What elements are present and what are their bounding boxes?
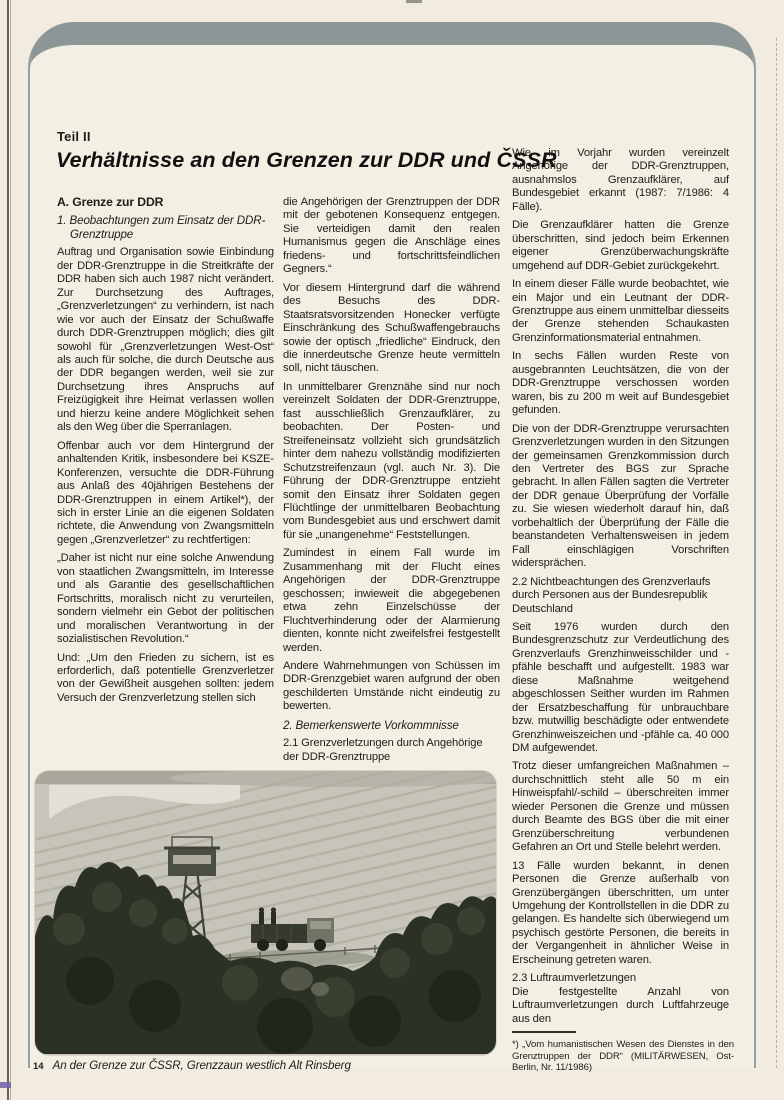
section-a-heading: A. Grenze zur DDR [57, 196, 164, 209]
section-1-heading: 1. Beobachtungen zum Einsatz der DDR-Grenztruppe [57, 214, 266, 241]
part-label: Teil II [57, 129, 91, 144]
paragraph: In sechs Fällen wurden Reste von ausgebrannten Leuchtsätzen, die von der DDR-Grenztruppe verschossen worden waren, bis zu 200 m weit auf Bundesgebiet gefunden. [512, 350, 729, 417]
paragraph: Vor diesem Hintergrund darf die während des Besuchs des DDR-Staatsratsvorsitzenden Honecker verfügte Einschränkung des Schußwaffengebrauchs sowie der optisch „friedliche“ Eindruck, den die innerdeutsche Grenze heute vermitteln soll, nicht täuschen. [283, 281, 500, 375]
paragraph: Die Grenzaufklärer hatten die Grenze überschritten, sind jedoch beim Erkennen eigener Grenzüberwachungskräfte umgehend auf DDR-Gebiet zurückgekehrt. [512, 219, 729, 272]
section-2-3-heading: 2.3 Luftraumverletzungen [512, 972, 636, 985]
paragraph: In einem dieser Fälle wurde beobachtet, wie ein Major und ein Leutnant der DDR-Grenztruppe aus einem unmittelbar diesseits der Grenze stehenden Schaukasten Grenzinformationsmaterial entnahmen. [512, 278, 729, 344]
footnote-rule [512, 1031, 576, 1033]
section-2-2-heading: 2.2 Nichtbeachtungen des Grenzverlaufs durch Personen aus der Bundesrepublik Deutschland [512, 575, 711, 615]
photo-caption-row [33, 1059, 503, 1072]
paragraph: 13 Fälle wurden bekannt, in denen Personen die Grenze außerhalb von Grenzübergängen überschritten, um unter Umgehung der Kontrollstellen in die DDR zu gelangen. Es handelte sich überwiegend um psychisch gestörte Personen, die bereits in der Vergangenheit in ähnlicher Weise in Erscheinung getreten waren. [512, 859, 729, 966]
column-2 [283, 196, 500, 770]
column-3 [512, 147, 729, 1029]
paragraph: Die festgestellte Anzahl von Luftraumverletzungen durch Luftfahrzeuge aus den [512, 985, 729, 1025]
page-number: 14 [33, 1061, 44, 1072]
border-photo [35, 771, 496, 1055]
paragraph: Die von der DDR-Grenztruppe verursachten Grenzverletzungen wurden in den Sitzungen der gemeinsamen Grenzkommission durch den Vertreter des BGS zur Sprache gebracht. In allen Fällen sagten die Vertreter der DDR genaue Überprüfung der Vorfälle zu. Sie wiesen wiederholt darauf hin, daß vorbehaltlich der Überprüfung der Fälle die beanstandeten Verhaltensweisen in jedem Fall einschlägigen Vorschriften widersprächen. [512, 422, 729, 570]
paragraph: Offenbar auch vor dem Hintergrund der anhaltenden Kritik, insbesondere bei KSZE-Konferenzen, versuchte die DDR-Führung aus Anlaß des 40jährigen Bestehens der DDR-Grenztruppen in einem Artikel*), der sich in erster Linie an die eigenen Soldaten richtete, die Anwendung von Zwangsmitteln gegen „Grenzverletzer“ zu rechtfertigen: [57, 439, 274, 546]
page-title: Verhältnisse an den Grenzen zur DDR und ČSSR [56, 148, 557, 172]
footnote-text: *) „Vom humanistischen Wesen des Dienstes in den Grenztruppen der DDR“ (MILITÄRWESEN, Ost-Berlin, Nr. 11/1986) [512, 1039, 734, 1074]
column-1 [57, 196, 274, 770]
paragraph: Und: „Um den Frieden zu sichern, ist es erforderlich, daß potentielle Grenzverletzer von der Gewißheit ausgehen sollten: jedem Versuch der Grenzverletzung stellen sich [57, 651, 274, 704]
scan-edge-line-light [10, 0, 11, 1100]
scan-edge-line [7, 0, 9, 1100]
footnote-block [512, 1031, 734, 1074]
section-2-heading: 2. Bemerkenswerte Vorkommnisse [283, 718, 459, 732]
paragraph: In unmittelbarer Grenznähe sind nur noch vereinzelt Soldaten der DDR-Grenztruppe, fast ausschließlich Grenzaufklärer, zu beobachten. Der Posten- und Streifeneinsatz vollzieht sich grundsätzlich hinter dem nahezu vollständig modifizierten Schutzstreifenzaun (vgl. auch Nr. 3). Die Führung der DDR-Grenztruppe entzieht somit den Einsatz ihrer Soldaten gegen Flüchtlinge der unmittelbaren Beobachtung vom Bundesgebiet aus und erschwert damit für sie „unangenehme“ Feststellungen. [283, 380, 500, 541]
photo-caption: An der Grenze zur ČSSR, Grenzzaun westlich Alt Rinsberg [52, 1059, 351, 1072]
paragraph: Andere Wahrnehmungen von Schüssen im DDR-Grenzgebiet waren aufgrund der oben geschilderten Umstände nicht eindeutig zu bewerten. [283, 659, 500, 713]
paragraph: Seit 1976 wurden durch den Bundesgrenzschutz zur Verdeutlichung des Grenzverlaufs Grenzhinweisschilder und -pfähle beschafft und aufgestellt. 1983 war diese Maßnahme weitgehend abgeschlossen Seither wurden im Rahmen der Ersatzbeschaffung für unbrauchbare bzw. mutwillig beschädigte oder entwendete Grenzhinweiszeichen und -pfähle ca. 40 000 DM aufgewendet. [512, 620, 729, 755]
scan-color-mark [0, 1082, 11, 1088]
paragraph: die Angehörigen der Grenztruppen der DDR mit der gebotenen Konsequenz entgegen. Sie verteidigen damit den realen Humanismus gegen die Anschläge eines friedens- und fortschrittsfeindlichen Gegners.“ [283, 196, 500, 276]
paragraph: Trotz dieser umfangreichen Maßnahmen – durchschnittlich steht alle 50 m ein Hinweispfahl/-schild – überschreiten immer wieder Personen die Grenze und müssen durch Beamte des BGS über die mit einer Grenzüberschreitung verbundenen Gefahren an Ort und Stelle belehrt werden. [512, 760, 729, 854]
section-2-1-heading: 2.1 Grenzverletzungen durch Angehörige der DDR-Grenztruppe [283, 737, 483, 763]
paragraph: Zumindest in einem Fall wurde im Zusammenhang mit der Flucht eines Angehörigen der DDR-Grenztruppe geschossen; inwieweit die abgegebenen etwa zehn Einzelschüsse der Fluchtverhinderung oder der Alarmierung dienten, konnte nicht zweifelsfrei festgestellt werden. [283, 547, 500, 654]
paragraph: Wie im Vorjahr wurden vereinzelt Angehörige der DDR-Grenztruppen, ausnahmslos Grenzaufklärer, auf Bundesgebiet erkannt (1987: 7/1986: 4 Fälle). [512, 147, 729, 213]
border-photo-illustration [35, 771, 496, 1055]
scan-top-mark [406, 0, 422, 3]
paragraph: Auftrag und Organisation sowie Einbindung der DDR-Grenztruppe in die Streitkräfte der DDR haben sich auch 1987 nicht verändert. Zur Durchsetzung des Auftrages, „Grenzverletzungen“ zu verhindern, ist nach wie vor auch der Einsatz der Schußwaffe durch DDR-Grenztruppen möglich; dies gilt sowohl für „Grenzverletzungen West-Ost“ als auch für solche, die durch Deutsche aus der DDR begangen werden, weil sie zur Durchsetzung ihres Anspruchs auf Freizügigkeit ihre Heimat verlassen wollen und hierzu keine andere Möglichkeit sehen als den Weg über die Sperranlagen. [57, 246, 274, 434]
paragraph: „Daher ist nicht nur eine solche Anwendung von staatlichen Zwangsmitteln, im Interesse und als Garantie des gesellschaftlichen Fortschritts, moralisch nicht zu verurteilen, sondern vielmehr ein Gebot der politischen und moralischen Verantwortung in der sozialistischen Revolution.“ [57, 552, 274, 646]
scan-edge-dashes [776, 38, 777, 1068]
